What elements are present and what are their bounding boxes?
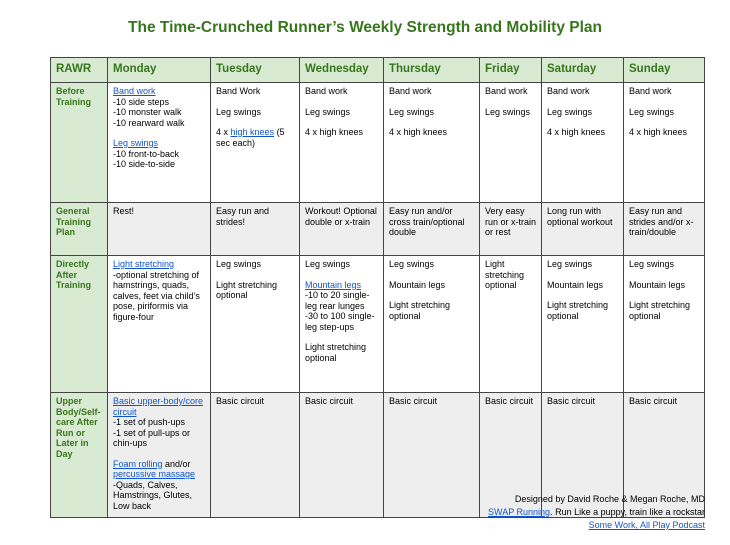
col-header-monday: Monday	[108, 58, 211, 83]
basic-upper-body-core-circuit-link[interactable]: Basic upper-body/core circuit	[113, 396, 204, 417]
footer-swap-tagline: . Run Like a puppy, train like a rockstar	[550, 507, 705, 517]
cell-line: 4 x high knees	[389, 127, 448, 137]
cell-monday	[108, 83, 211, 203]
cell-line: -optional stretching of hamstrings, quads, calves, feet via child’s pose, piriformis via figure-four	[113, 269, 200, 322]
col-header-wednesday: Wednesday	[300, 58, 384, 83]
cell-line: Light stretching optional	[389, 300, 451, 321]
cell-friday	[480, 83, 542, 203]
cell-line: Light stretching optional	[629, 300, 691, 321]
cell-line: Leg swings	[547, 106, 593, 117]
col-header-tuesday: Tuesday	[211, 58, 300, 83]
header-row	[51, 58, 705, 83]
cell-line: Band work	[485, 86, 528, 96]
cell-tuesday: Easy run and strides!	[211, 203, 300, 256]
cell-line: Light stretching optional	[305, 342, 367, 363]
cell-sunday: Easy run and strides and/or x-train/double	[624, 203, 705, 256]
cell-sunday: Basic circuit	[624, 393, 705, 518]
cell-line: -10 front-to-back	[113, 148, 180, 159]
row-before-training	[51, 83, 705, 203]
row-label: Directly After Training	[51, 256, 108, 393]
cell-line: Leg swings	[305, 259, 351, 269]
cell-tuesday	[211, 83, 300, 203]
cell-line: Mountain legs	[547, 279, 604, 290]
cell-line: -10 side steps	[113, 96, 170, 107]
cell-friday: Very easy run or x-train or rest	[480, 203, 542, 256]
cell-line: -10 monster walk	[113, 107, 182, 117]
cell-line: Leg swings	[485, 106, 531, 117]
footer-swap	[488, 506, 705, 518]
cell-line: Leg swings	[216, 259, 262, 269]
footer-podcast	[589, 519, 705, 531]
cell-friday	[480, 256, 542, 393]
percussive-massage-link[interactable]: percussive massage	[113, 469, 196, 479]
cell-line: Leg swings	[389, 106, 435, 117]
light-stretching-link[interactable]: Light stretching	[113, 259, 175, 269]
leg-swings-link[interactable]: Leg swings	[113, 138, 159, 148]
cell-wednesday: Basic circuit	[300, 393, 384, 518]
cell-line: Mountain legs	[629, 279, 686, 290]
cell-line: Leg swings	[389, 259, 435, 269]
swap-running-link[interactable]: SWAP Running	[488, 507, 551, 517]
cell-tuesday	[211, 256, 300, 393]
cell-tuesday: Basic circuit	[211, 393, 300, 518]
row-label: General Training Plan	[51, 203, 108, 256]
cell-line: Band Work	[216, 86, 261, 96]
cell-line: -1 set of pull-ups or chin-ups	[113, 427, 191, 448]
row-label: Before Training	[51, 83, 108, 203]
cell-line: Leg swings	[216, 106, 262, 117]
podcast-link[interactable]: Some Work, All Play Podcast	[588, 520, 705, 530]
cell-monday: Rest!	[108, 203, 211, 256]
cell-line: Band work	[547, 86, 590, 96]
cell-line: Band work	[389, 86, 432, 96]
cell-sunday	[624, 83, 705, 203]
col-header-saturday: Saturday	[542, 58, 624, 83]
page-title: The Time-Crunched Runner’s Weekly Strength and Mobility Plan	[128, 19, 602, 36]
cell-line: Leg swings	[629, 259, 675, 269]
cell-line: -10 rearward walk	[113, 117, 185, 128]
cell-line: Band work	[305, 86, 348, 96]
cell-thursday: Basic circuit	[384, 393, 480, 518]
cell-saturday: Basic circuit	[542, 393, 624, 518]
band-work-link[interactable]: Band work	[113, 86, 156, 96]
cell-line: Light stretching optional	[547, 300, 609, 321]
cell-line: 4 x high knees (5 sec each)	[216, 127, 285, 148]
col-header-rawr: RAWR	[51, 58, 108, 83]
cell-line: 4 x high knees	[547, 127, 606, 137]
cell-line: Mountain legs	[389, 279, 446, 290]
cell-friday: Basic circuit	[480, 393, 542, 518]
high-knees-link[interactable]: high knees	[230, 127, 275, 137]
cell-line: -10 side-to-side	[113, 159, 176, 169]
col-header-sunday: Sunday	[624, 58, 705, 83]
cell-wednesday: Workout! Optional double or x-train	[300, 203, 384, 256]
row-label: Upper Body/Self-care After Run or Later in Day	[51, 393, 108, 518]
cell-monday	[108, 393, 211, 518]
cell-monday	[108, 256, 211, 393]
cell-saturday: Long run with optional workout	[542, 203, 624, 256]
cell-line: -10 to 20 single-leg rear lunges	[305, 290, 370, 311]
cell-saturday	[542, 83, 624, 203]
cell-line: Light stretching optional	[216, 279, 278, 300]
cell-line: Leg swings	[629, 106, 675, 117]
mountain-legs-link[interactable]: Mountain legs	[305, 279, 362, 290]
cell-sunday	[624, 256, 705, 393]
cell-line: Leg swings	[547, 259, 593, 269]
cell-saturday	[542, 256, 624, 393]
cell-line: Band work	[629, 86, 672, 96]
cell-thursday	[384, 83, 480, 203]
col-header-friday: Friday	[480, 58, 542, 83]
cell-thursday	[384, 256, 480, 393]
cell-wednesday	[300, 256, 384, 393]
cell-line: Leg swings	[305, 106, 351, 117]
cell-line: -30 to 100 single-leg step-ups	[305, 311, 375, 332]
weekly-plan-table	[50, 57, 705, 518]
cell-line: Foam rolling and/or percussive massage	[113, 458, 196, 479]
cell-wednesday	[300, 83, 384, 203]
cell-line: Light stretching optional	[485, 259, 525, 290]
cell-thursday: Easy run and/or cross train/optional double	[384, 203, 480, 256]
cell-line: 4 x high knees	[629, 127, 688, 137]
foam-rolling-link[interactable]: Foam rolling	[113, 458, 163, 469]
footer-credit: Designed by David Roche & Megan Roche, MD	[514, 494, 705, 504]
row-directly-after-training	[51, 256, 705, 393]
row-general-training-plan	[51, 203, 705, 256]
cell-line: -1 set of push-ups	[113, 417, 186, 427]
cell-line: 4 x high knees	[305, 127, 364, 137]
col-header-thursday: Thursday	[384, 58, 480, 83]
cell-line: -Quads, Calves, Hamstrings, Glutes, Low back	[113, 479, 193, 511]
